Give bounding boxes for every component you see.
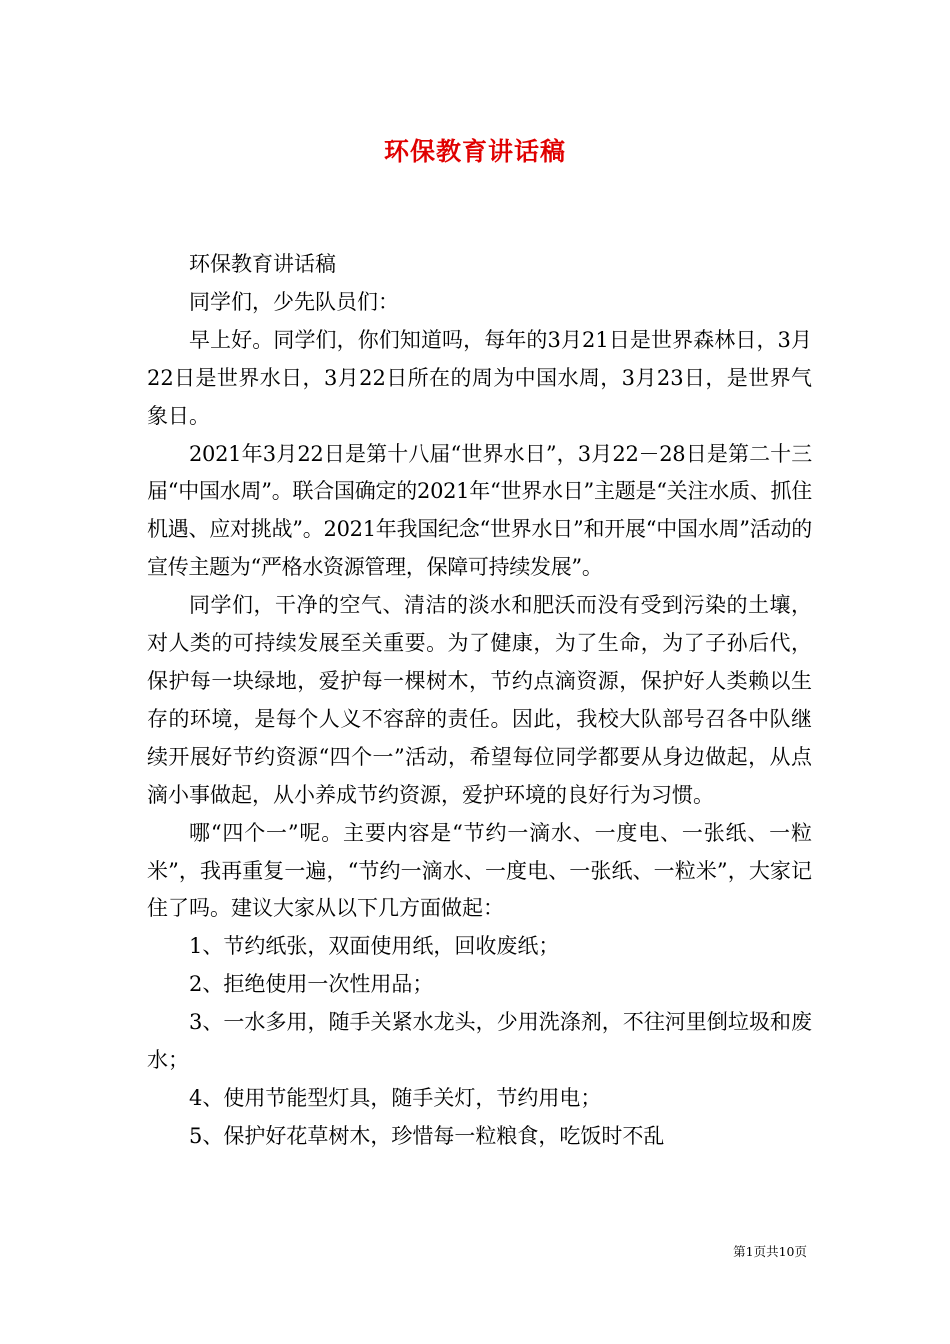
paragraph-heading: 环保教育讲话稿 [189, 252, 336, 276]
paragraph-water-day: 2021年3月22日是第十八届“世界水日”，3月22－28日是第二十三届“中国水周”。联合国确定的2021年“世界水日”主题是“关注水质、抓住机遇、应对挑战”。2021年我国纪念“世界水日”和开展“中国水周”活动的宣传主题为“严格水资源管理，保障可持续发展”。 [147, 441, 812, 580]
paragraph-greeting: 同学们，少先队员们： [189, 289, 399, 314]
list-item-4: 4、使用节能型灯具，随手关灯，节约用电； [189, 1085, 602, 1110]
document-body [147, 246, 812, 1156]
paragraph-dates: 早上好。同学们，你们知道吗，每年的3月21日是世界森林日，3月22日是世界水日，3月22日所在的周为中国水周，3月23日，是世界气象日。 [147, 327, 812, 428]
list-item-3: 3、一水多用，随手关紧水龙头，少用洗涤剂，不往河里倒垃圾和废水； [147, 1010, 812, 1073]
paragraph-environment: 同学们，干净的空气、清洁的淡水和肥沃而没有受到污染的土壤，对人类的可持续发展至关重要。为了健康，为了生命，为了子孙后代，保护每一块绿地，爱护每一棵树木，节约点滴资源，保护好人类赖以生存的环境，是每个人义不容辞的责任。因此，我校大队部号召各中队继续开展好节约资源“四个一”活动，希望每位同学都要从身边做起，从点滴小事做起，从小养成节约资源，爱护环境的良好行为习惯。 [147, 593, 812, 807]
list-item-5: 5、保护好花草树木，珍惜每一粒粮食，吃饭时不乱 [189, 1123, 665, 1148]
document-title: 环保教育讲话稿 [383, 137, 566, 166]
list-item-1: 1、节约纸张，双面使用纸，回收废纸； [189, 934, 560, 959]
paragraph-four-ones: 哪“四个一”呢。主要内容是“节约一滴水、一度电、一张纸、一粒米”，我再重复一遍，“节约一滴水、一度电、一张纸、一粒米”，大家记住了吗。建议大家从以下几方面做起： [147, 820, 812, 921]
page-number: 第1页共10页 [733, 1244, 807, 1259]
list-item-2: 2、拒绝使用一次性用品； [189, 972, 434, 997]
